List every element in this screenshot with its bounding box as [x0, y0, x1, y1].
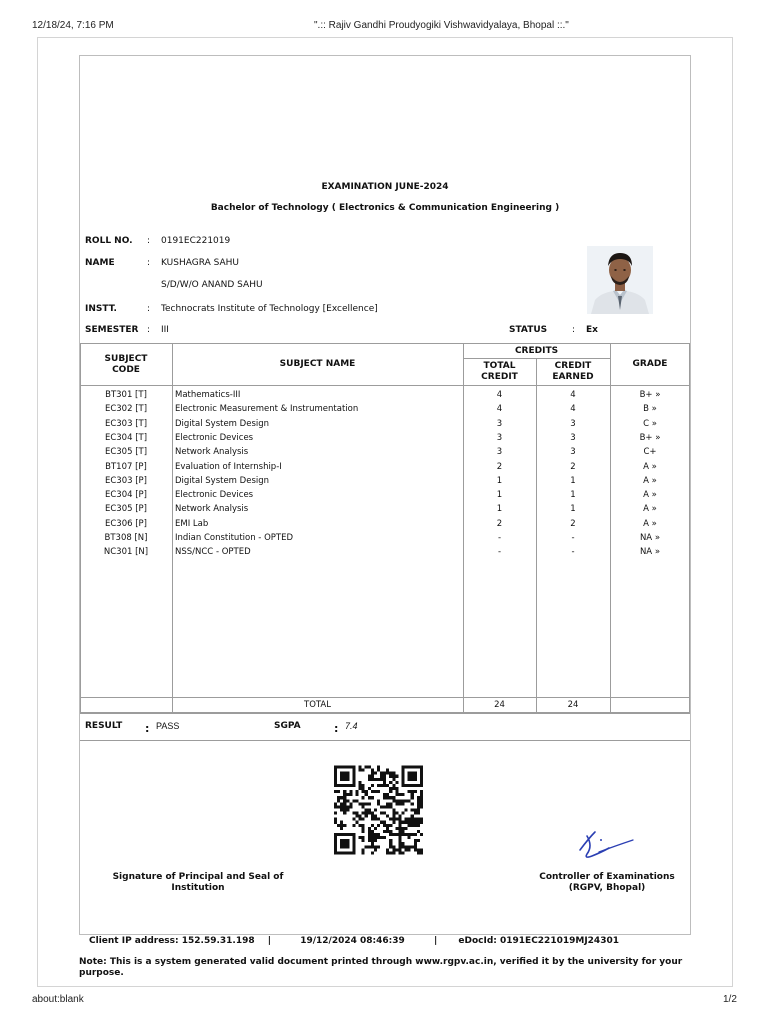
total-credit: 4	[496, 390, 503, 400]
separator-2: |	[433, 936, 438, 946]
subject-code: EC305 [T]	[104, 447, 148, 458]
grade: B+ »	[639, 390, 661, 400]
total-label: TOTAL	[304, 700, 331, 710]
header-earned-line1: CREDIT	[554, 361, 592, 371]
semester-colon: :	[147, 325, 151, 335]
subject-code: EC305 [P]	[105, 504, 147, 515]
credit-earned: 3	[570, 418, 576, 429]
subject-code: BT301 [T]	[105, 390, 147, 400]
subject-code: EC303 [T]	[104, 418, 148, 429]
header-credits: CREDITS	[514, 346, 559, 356]
marks-table	[80, 343, 690, 713]
controller-signature	[575, 826, 639, 864]
status-label: STATUS	[509, 325, 548, 335]
subject-name: NSS/NCC - OPTED	[175, 547, 251, 558]
grade: A »	[643, 475, 657, 486]
controller-line2: (RGPV, Bhopal)	[568, 883, 646, 893]
subject-code: EC302 [T]	[104, 404, 148, 415]
subject-code: NC301 [N]	[103, 547, 149, 558]
credit-earned: 4	[570, 404, 576, 415]
subject-name: Mathematics-III	[175, 390, 241, 400]
semester-value: III	[161, 325, 169, 335]
institute-colon: :	[147, 304, 151, 314]
header-total-line2: CREDIT	[481, 372, 518, 382]
total-earned: 24	[567, 700, 579, 710]
parent-name: S/D/W/O ANAND SAHU	[161, 280, 263, 290]
credit-earned: 1	[570, 490, 576, 501]
program-title: Bachelor of Technology ( Electronics & Communication Engineering )	[210, 203, 560, 213]
subject-name: Electronic Devices	[175, 490, 254, 501]
header-grade: GRADE	[632, 359, 668, 369]
header-total-line1: TOTAL	[483, 361, 516, 371]
name-label: NAME	[85, 258, 115, 268]
result-label: RESULT	[85, 721, 123, 731]
print-page-title: ".:: Rajiv Gandhi Proudyogiki Vishwavidyalaya, Bhopal ::."	[314, 20, 569, 31]
header-total-credit	[463, 361, 536, 383]
controller-signature-label	[530, 872, 684, 894]
total-credit: 1	[496, 475, 503, 486]
header-code-line1: SUBJECT	[104, 354, 148, 364]
total-credit: 4	[496, 404, 503, 415]
result-value: PASS	[156, 721, 180, 731]
credit-earned: -	[571, 547, 575, 558]
grade: C »	[643, 418, 657, 429]
total-credit: 2	[496, 461, 503, 472]
credit-earned: 1	[570, 504, 576, 515]
principal-signature-label	[108, 872, 288, 894]
semester-label: SEMESTER	[85, 325, 139, 335]
subject-code: EC306 [P]	[105, 518, 147, 529]
roll-colon: :	[147, 236, 151, 246]
grade: B »	[643, 404, 657, 415]
student-name: KUSHAGRA SAHU	[161, 258, 239, 268]
controller-line1: Controller of Examinations	[539, 872, 675, 882]
subject-name: Digital System Design	[175, 418, 270, 429]
subject-name: Indian Constitution - OPTED	[175, 533, 293, 543]
subject-code: BT308 [N]	[104, 533, 148, 543]
principal-line2: Institution	[171, 883, 225, 893]
grade: NA »	[639, 533, 661, 543]
verification-note: Note: This is a system generated valid document printed through www.rgpv.ac.in, verified it by the university for your purpose.	[79, 957, 683, 978]
sgpa-label: SGPA	[274, 721, 301, 731]
subject-name: Digital System Design	[175, 475, 270, 486]
result-colon: :	[145, 722, 150, 735]
header-earned-line2: EARNED	[552, 372, 594, 382]
status-colon: :	[572, 325, 576, 335]
print-timestamp: 19/12/2024 08:46:39	[300, 936, 405, 946]
institute-label: INSTT.	[85, 304, 117, 314]
separator-1: |	[267, 936, 272, 946]
header-credit-earned	[536, 361, 610, 383]
subject-code: BT107 [P]	[105, 461, 147, 472]
subject-code: EC304 [P]	[105, 490, 147, 501]
header-subject-name: SUBJECT NAME	[279, 359, 356, 369]
credit-earned: 3	[570, 432, 576, 443]
header-code-line2: CODE	[112, 365, 140, 375]
status-value: Ex	[586, 325, 598, 335]
total-credit: -	[497, 547, 502, 558]
subject-name: Electronic Devices	[175, 432, 254, 443]
credit-earned: -	[571, 533, 575, 543]
print-url: about:blank	[32, 994, 84, 1005]
credit-earned: 2	[570, 461, 576, 472]
client-ip: Client IP address: 152.59.31.198	[89, 936, 255, 946]
credit-earned: 4	[570, 390, 576, 400]
header-subject-code	[80, 354, 172, 376]
principal-line1: Signature of Principal and Seal of	[112, 872, 284, 882]
grade: B+ »	[639, 432, 661, 443]
roll-label: ROLL NO.	[85, 236, 133, 246]
edoc-id: eDocId: 0191EC221019MJ24301	[458, 936, 619, 946]
grade: NA »	[639, 547, 661, 558]
qr-code	[334, 765, 423, 855]
grade: A »	[643, 504, 657, 515]
sgpa-value: 7.4	[345, 721, 358, 731]
grade: A »	[643, 518, 657, 529]
footer-metadata	[89, 936, 619, 946]
subject-name: Network Analysis	[175, 447, 249, 458]
roll-number: 0191EC221019	[161, 236, 231, 246]
print-page-number: 1/2	[723, 994, 737, 1005]
subject-name: Evaluation of Internship-I	[175, 461, 282, 472]
total-credit: 3	[496, 447, 503, 458]
subject-name: Electronic Measurement & Instrumentation	[175, 404, 359, 415]
credit-earned: 2	[570, 518, 576, 529]
subject-code: EC303 [P]	[105, 475, 147, 486]
total-credit: 1	[496, 504, 503, 515]
sgpa-colon: :	[334, 722, 339, 735]
subject-code: EC304 [T]	[104, 432, 148, 443]
institute-name: Technocrats Institute of Technology [Excellence]	[161, 304, 378, 314]
grade: A »	[643, 490, 657, 501]
credit-earned: 3	[570, 447, 576, 458]
subject-name: EMI Lab	[175, 518, 209, 529]
name-colon: :	[147, 258, 151, 268]
total-credit: 2	[496, 518, 503, 529]
credit-earned: 1	[570, 475, 576, 486]
total-credit: -	[497, 533, 502, 543]
total-credit: 24	[494, 700, 505, 710]
grade: C+	[643, 447, 657, 458]
print-date: 12/18/24, 7:16 PM	[32, 20, 114, 31]
exam-title: EXAMINATION JUNE-2024	[321, 182, 449, 192]
subject-name: Network Analysis	[175, 504, 249, 515]
student-photo	[587, 246, 653, 314]
grade: A »	[643, 461, 657, 472]
total-credit: 3	[496, 432, 503, 443]
total-credit: 3	[496, 418, 503, 429]
total-credit: 1	[496, 490, 503, 501]
